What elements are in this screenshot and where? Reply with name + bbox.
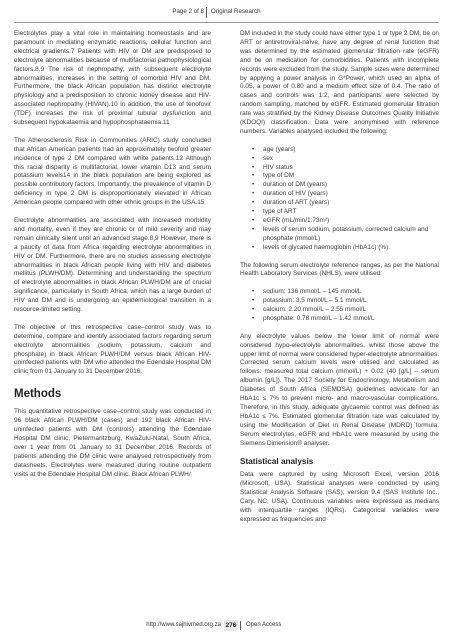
statistical-analysis-heading: Statistical analysis [240,457,314,467]
section-label: Original Research [211,8,261,15]
list-item: • levels of serum sodium, potassium, corrected calcium and phosphate (mmol/L) [252,226,439,244]
intro-paragraph-2: The Atherosclerosis Risk in Communities (ARIC) study concluded that African American patients had an approximately twofold greater incidence of type 2 DM compared with white patients.12 Although this racial disparity is multifactorial, lower vitamin D13 and serum potassium levels14 in the black population are being explored as possible contributory factors. Importantly, the prevalence of vitamin D deficiency in type 2 DM is disproportionately elevated in African American people compared with other ethnic groups in the USA.15 [14,136,211,207]
statistics-paragraph: Data were captured by using Microsoft Excel, version 2016 (Microsoft, USA). Statistical analyses were conducted by using Statistical Analysis Software (SAS), version 9.4 (SAS Institute Inc., Cary, NC, USA). Continuous variables were expressed as medians with interquartile ranges (IQRs). Categorical variables were expressed as frequencies and [240,471,439,523]
methods-heading: Methods [14,388,62,401]
header-rule [14,22,439,23]
page-footer [0,620,453,634]
intro-paragraph-1: Electrolytes play a vital role in maintaining homeostasis and are paramount in mediating enzymatic reactions, cellular function and electrical gradients.7 Patients with HIV or DM are predisposed to electrolyte abnormalities because of multifactorial pathophysiological factors.8,9 The risk of nephropathy, with subsequent electrolyte abnormalities, increases in the setting of comorbid HIV and DM. Furthermore, the black African population has distinct electrolyte physiology and a predisposition to chronic kidney disease and HIV-associated nephropathy (HIVAN).10 In addition, the use of tenofovir (TDF) increases the risk of proximal tubular dysfunction and subsequent hypokalaemia and hypophosphataemia.11 [14,30,211,127]
reference-ranges-list [240,288,439,324]
list-item: • type of ART [252,208,439,217]
methods-continued-paragraph: DM included in the study could have either type 1 or type 2 DM, be on ART or antiretroviral-naïve, have any degree of renal function that was determined by the estimated glomerular filtration rate (eGFR) and be on medication for comorbidities. Patients with incomplete records were excluded from the study. Sample sizes were determined by applying a power analysis in G*Power, which used an alpha of 0.05, a power of 0.80 and a medium effect size of 0.4. The ratio of cases and controls was 1:2, and participants were selected by random sampling, matched by eGFR. Estimated glomerular filtration rate was stratified by the Kidney Disease Outcomes Quality Initiative (KDOQI) classification. Data were anonymised with reference numbers. Variables analysed included the following: [240,30,439,135]
open-access-label: Open Access [246,622,282,628]
list-item: • sex [252,155,439,164]
list-item: • duration of HIV (years) [252,190,439,199]
header-separator [206,7,207,18]
list-item: • levels of glycated haemoglobin (HbA1c) (%). [252,244,439,253]
methods-paragraph: This quantitative retrospective case–control study was conducted in 96 black African PLWH/DM (cases) and 192 black African HIV-uninfected patients with DM (controls) attending the Edendale Hospital DM clinic, Pietermaritzburg, KwaZulu-Natal, South Africa, over 1 year from 01 January to 31 December 2016. Records of patients attending the DM clinic were analysed retrospectively from datasheets. Electrolytes were measured during routine outpatient visits at the Edendale Hospital DM clinic. Black African PLWH/ [14,408,211,478]
page-number: 276 [225,622,237,629]
list-item: • duration of ART (years) [252,199,439,208]
list-item: • HIV status [252,164,439,173]
list-item: • eGFR (mL/min/1.73m²) [252,217,439,226]
intro-paragraph-3: Electrolyte abnormalities are associated with increased morbidity and mortality, even if they are chronic or of mild severity and may remain clinically silent until an advanced stage.8,9 However, there is a paucity of data from Africa regarding electrolyte abnormalities in HIV or DM. Furthermore, there are no studies assessing electrolyte abnormalities in black African people living with HIV and diabetes mellitus (PLWH/DM). Determining and understanding the spectrum of electrolyte abnormalities in black African PLWH/DM are of crucial significance, particularly in South Africa, which has a large burden of HIV and DM and is undergoing an epidemiological transition in a resource-limited setting. [14,217,211,314]
reference-ranges-intro: The following serum electrolyte reference ranges, as per the National Health Laboratory Services (NHLS), were utilised: [240,261,439,278]
left-column [14,30,211,488]
list-item: • type of DM [252,172,439,181]
footer-separator [240,621,241,630]
right-column [240,30,439,534]
list-item: • duration of DM (years) [252,181,439,190]
list-item: • sodium: 136 mmol/L – 145 mmol/L [252,288,439,297]
list-item: • age (years) [252,146,439,155]
page-label: Page 2 of 8 [172,8,204,15]
objective-paragraph: The objective of this retrospective case–control study was to determine, compare and identify associated factors regarding serum electrolyte abnormalities (sodium, potassium, calcium and phosphate) in black African PLWH/DM versus black African HIV-uninfected patients with DM who attended the Edendale Hospital DM clinic from 01 January to 31 December 2016. [14,323,211,376]
list-item: • potassium: 3.5 mmol/L – 5.1 mmol/L [252,297,439,306]
list-item: • calcium: 2.20 mmol/L – 2.55 mmol/L [252,306,439,315]
variables-list [240,146,439,253]
page-header [0,7,453,21]
definitions-paragraph: Any electrolyte values below the lower limit of normal were considered hypo-electrolyte abnormalities, whilst those above the upper limit of normal were considered hyper-electrolyte abnormalities. Corrected serum calcium levels were utilised and calculated as follows: measured total calcium (mmol/L) + 0.02 (40 [g/L] – serum albumin [g/L]). The 2017 Society for Endocrinology, Metabolism and Diabetes of South Africa (SEMDSA) guidelines advocate for an HbA1c ≤ 7% to prevent micro- and macro-vascular complications. Therefore, in this study, adequate glycaemic control was defined as HbA1c ≤ 7%. Estimated glomerular filtration rate was calculated by using the Modification of Diet in Renal Disease (MDRD) formula. Serum electrolytes, eGFR and HbA1c were measured by using the Siemens Dimension® analyser. [240,332,439,447]
journal-url-link[interactable]: http://www.sajhivmed.org.za [146,622,221,628]
list-item: • phosphate: 0.78 mmol/L – 1.42 mmol/L [252,315,439,324]
